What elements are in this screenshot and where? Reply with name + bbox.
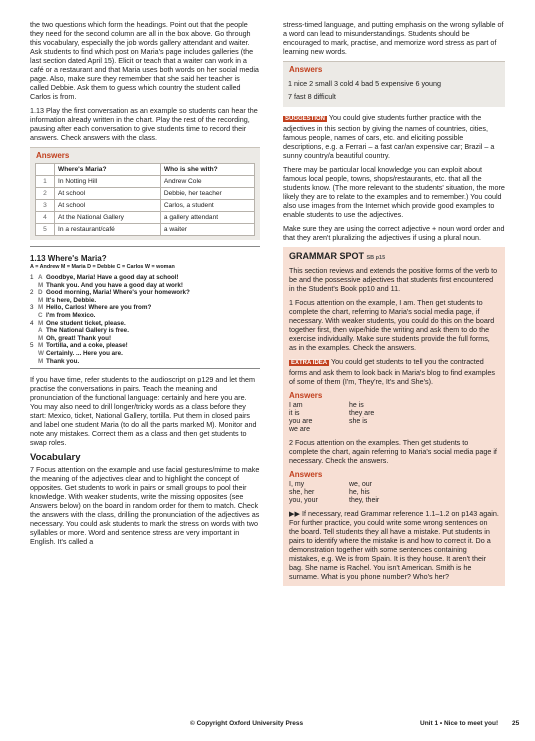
- grammar-spot-box: [283, 247, 505, 586]
- table-cell: 1: [36, 176, 55, 188]
- grammar-reference-paragraph: ▶▶ If necessary, read Grammar reference 1.1–1.2 on p143 again. For further practice, you could write some wrong sentences on the board. Tell students they all have a mistake. Put students in pairs to identify where the mistake is and how to correct it. Do a demonstration together with some sentences containing mistakes, e.g. We is from Spain. It is they house. It aren't their bag. She name is Rachel. You isn't American. Smith is he surname. What is you phone number? Who's her?: [289, 509, 499, 581]
- line-text: Hello, Carlos! Where are you from?: [46, 304, 152, 312]
- line-number: 1: [30, 274, 34, 281]
- script-line: [30, 312, 260, 320]
- line-text: Good morning, Maria! Where's your homework?: [46, 289, 190, 297]
- stress-paragraph: stress-timed language, and putting emphasis on the wrong syllable of a word can lead to misunderstandings. Students should be encouraged to mark, practise, and memorize word stress as part of learning new words.: [283, 20, 504, 56]
- intro-paragraph: the two questions which form the headings. Point out that the people they need for the second column are all in the box above. Go through this vocabulary, especially the job words gallery attendant and waiter. Ask students to find which post on Maria's page includes galleries (the last section dated April 15). Elicit or teach that a waiter can work in a café or a restaurant and that Maria uses both words on her social media page. Also, make sure they remember that she said her teacher is called Debbie. Ask them to guess which country the student called Carlos is from.: [30, 20, 259, 101]
- grammar-step-2: 2 Focus attention on the examples. Then get students to complete the chart, again referring to Maria's social media page if necessary. Check the answers.: [289, 438, 497, 465]
- table-row: [36, 212, 255, 224]
- right-column: [283, 20, 505, 586]
- answer-cell: [349, 426, 429, 434]
- answer-cell: he, his: [349, 489, 370, 496]
- table-cell: a gallery attendant: [160, 212, 254, 224]
- line-number: [30, 312, 38, 320]
- table-cell: 2: [36, 188, 55, 200]
- line-text: Goodbye, Maria! Have a good day at school!: [46, 274, 179, 281]
- line-text: It's here, Debbie.: [46, 296, 97, 304]
- line-text: One student ticket, please.: [46, 319, 126, 327]
- answer-cell: we are: [289, 426, 311, 433]
- table-cell: Carlos, a student: [160, 200, 254, 212]
- line-number: [30, 350, 38, 358]
- line-text: Oh, great! Thank you!: [46, 334, 112, 342]
- practice-paragraph: If you have time, refer students to the audioscript on p129 and let them practise the conversations in pairs. Teach the meaning and pronunciation of the functional language: certainly and here you are. You may also need to drill longer/tricky words as a class before they start: Mexico, ticket, National Gallery, tortilla. Put them in closed pairs and label one student Maria (to do all the parts marked M). Monitor and note any mistakes. Correct them as a class and then get students to swap roles.: [30, 375, 257, 448]
- table-cell: Andrew Cole: [160, 176, 254, 188]
- copyright-notice: © Copyright Oxford University Press: [190, 720, 304, 727]
- adjective-answers-box: [283, 61, 505, 107]
- script-line: [30, 304, 260, 312]
- vocabulary-heading: Vocabulary: [30, 452, 81, 464]
- line-number: [30, 335, 38, 343]
- table-header-row: [36, 164, 255, 176]
- answer-cell: he is: [349, 402, 364, 409]
- line-text: I'm from Mexico.: [46, 311, 96, 319]
- table-cell: 5: [36, 224, 55, 236]
- grammar-spot-heading: [289, 252, 499, 263]
- answer-cell: you are: [289, 418, 313, 425]
- suggestion-text: You could give students further practice with the adjectives in this section by giving the names of countries, cities, famous people, names of cars, etc. and eliciting possible descriptions, e.g. a Ferrari – a fast car/an expensive car; Brazil – a sunny country/a beautiful country.: [283, 113, 495, 160]
- left-column: [30, 20, 260, 551]
- table-row: [36, 176, 255, 188]
- extra-idea-text: You could get students to tell you the contracted forms and ask them to look back in Maria's blog to find examples of some of them (I'm, They're, It's and She's).: [289, 357, 495, 386]
- answer-cell: she, her: [289, 489, 315, 496]
- table-row: [36, 188, 255, 200]
- speaker-initial: M: [38, 296, 44, 304]
- script-line: [30, 282, 260, 290]
- students-book-ref: SB p15: [366, 255, 386, 261]
- speaker-legend: A = Andrew M = Maria D = Debbie C = Carlos W = woman: [30, 264, 175, 270]
- grammar-spot-title: GRAMMAR SPOT: [289, 251, 364, 261]
- speaker-initial: M: [38, 281, 44, 289]
- answers-line: 7 fast 8 difficult: [288, 92, 336, 101]
- word-order-paragraph: Make sure they are using the correct adjective + noun word order and that they aren't pluralizing the adjectives if using a plural noun.: [283, 224, 505, 242]
- answers-line: 1 nice 2 small 3 cold 4 bad 5 expensive 6 young: [288, 79, 442, 88]
- script-line: [30, 350, 260, 358]
- possessive-answers: [289, 481, 499, 505]
- speaker-initial: M: [38, 334, 44, 342]
- answer-cell: I, my: [289, 481, 305, 488]
- speaker-initial: D: [38, 289, 43, 297]
- vocabulary-paragraph: 7 Focus attention on the example and use facial gestures/mime to make the meaning of the adjectives clear and to highlight the concept of opposites. Get students to work in pairs or small groups to pool their knowledge. With weaker students, write the missing opposites (see Answers below) on the board in random order for them to match. Check the answers with the class, drilling the pronunciation of the adjectives as necessary. You could ask students to mark the stress on words with two syllables or more. Word and sentence stress are very important in English. It's called a: [30, 465, 260, 547]
- answer-cell: she is: [349, 418, 368, 425]
- script-line: [30, 320, 260, 328]
- table-row: [36, 224, 255, 236]
- verb-to-be-answers: [289, 402, 499, 434]
- answers-title: Answers: [36, 151, 70, 160]
- grammar-intro: This section reviews and extends the positive forms of the verb to be and the possessive adjectives that students first encountered in the Student's Book pp10 and 11.: [289, 266, 498, 293]
- speaker-initial: C: [38, 311, 43, 319]
- answer-cell: we, our: [349, 481, 372, 488]
- script-line: [30, 327, 260, 335]
- table-header: Who is she with?: [160, 164, 254, 176]
- suggestion-tag: SUGGESTION: [285, 116, 326, 122]
- line-number: [30, 297, 38, 305]
- script-line: [30, 342, 260, 350]
- speaker-initial: A: [38, 327, 43, 335]
- answers-title: Answers: [289, 470, 323, 479]
- speaker-initial: M: [38, 304, 44, 312]
- line-number: [30, 282, 38, 290]
- table-cell: At the National Gallery: [55, 212, 161, 224]
- table-cell: a waiter: [160, 224, 254, 236]
- line-text: Certainly. ... Here you are.: [46, 349, 123, 357]
- audioscript-lines: [30, 274, 260, 365]
- answers-title: Answers: [289, 65, 323, 74]
- script-line: [30, 358, 260, 366]
- answer-cell: they, their: [349, 497, 380, 504]
- line-number: 2: [30, 289, 34, 297]
- table-cell: 3: [36, 200, 55, 212]
- speaker-initial: W: [38, 349, 44, 357]
- script-line: [30, 335, 260, 343]
- line-text: The National Gallery is free.: [46, 327, 129, 335]
- page-number: 25: [512, 720, 520, 727]
- audioscript-box: [30, 246, 260, 369]
- table-header: Where's Maria?: [55, 164, 161, 176]
- table-cell: 4: [36, 212, 55, 224]
- speaker-initial: M: [38, 319, 44, 327]
- answers-table: [35, 163, 255, 236]
- answer-cell: it is: [289, 410, 300, 417]
- script-line: [30, 289, 260, 297]
- line-text: Thank you. And you have a good day at work!: [46, 281, 183, 289]
- line-number: 4: [30, 319, 34, 327]
- grammar-step-1: 1 Focus attention on the example, I am. Then get students to complete the chart, referring to Maria's social media page, if necessary. With weaker students, you could do this on the board together first, then wipe/hide the writing and ask them to do the exercise individually. Make sure students provide the full forms, as in the examples. Check the answers.: [289, 298, 495, 352]
- table-row: [36, 200, 255, 212]
- table-cell: At school: [55, 200, 161, 212]
- line-text: Tortilla, and a coke, please!: [46, 342, 128, 350]
- table-cell: In Notting Hill: [55, 176, 161, 188]
- table-cell: At school: [55, 188, 161, 200]
- script-line: [30, 297, 260, 305]
- answers-box: [30, 147, 260, 240]
- speaker-initial: M: [38, 342, 44, 350]
- table-cell: In a restaurant/café: [55, 224, 161, 236]
- line-text: Thank you.: [46, 357, 80, 365]
- extra-idea-paragraph: [289, 357, 499, 386]
- line-number: 3: [30, 304, 34, 312]
- answer-cell: they are: [349, 410, 375, 417]
- table-cell: Debbie, her teacher: [160, 188, 254, 200]
- local-knowledge-paragraph: There may be particular local knowledge you can exploit about famous local people, towns, shops/restaurants, etc. that all the students know. (The more relevant to the students' situation, the more likely they are to relate to the examples and to remember.) You could also use images from the Internet which provide good examples to enable students to use the adjectives.: [283, 165, 505, 219]
- extra-idea-tag: EXTRA IDEA: [291, 360, 328, 366]
- suggestion-paragraph: [283, 113, 505, 160]
- audioscript-title: 1.13 Where's Maria?: [30, 254, 107, 263]
- line-number: 5: [30, 342, 34, 350]
- unit-title: Unit 1 • Nice to meet you!: [420, 720, 499, 727]
- answers-title: Answers: [289, 391, 323, 400]
- speaker-initial: M: [38, 357, 44, 365]
- answer-cell: I am: [289, 402, 303, 409]
- script-line: [30, 274, 260, 282]
- audio-instruction-paragraph: 1.13 Play the first conversation as an example so students can hear the information already written in the chart. Play the rest of the recording, pausing after each conversation to give students time to record their answers. Check answers with the class.: [30, 106, 258, 142]
- line-number: [30, 358, 38, 366]
- line-number: [30, 327, 38, 335]
- table-header: [36, 164, 55, 176]
- speaker-initial: A: [38, 274, 43, 281]
- answer-cell: you, your: [289, 497, 318, 504]
